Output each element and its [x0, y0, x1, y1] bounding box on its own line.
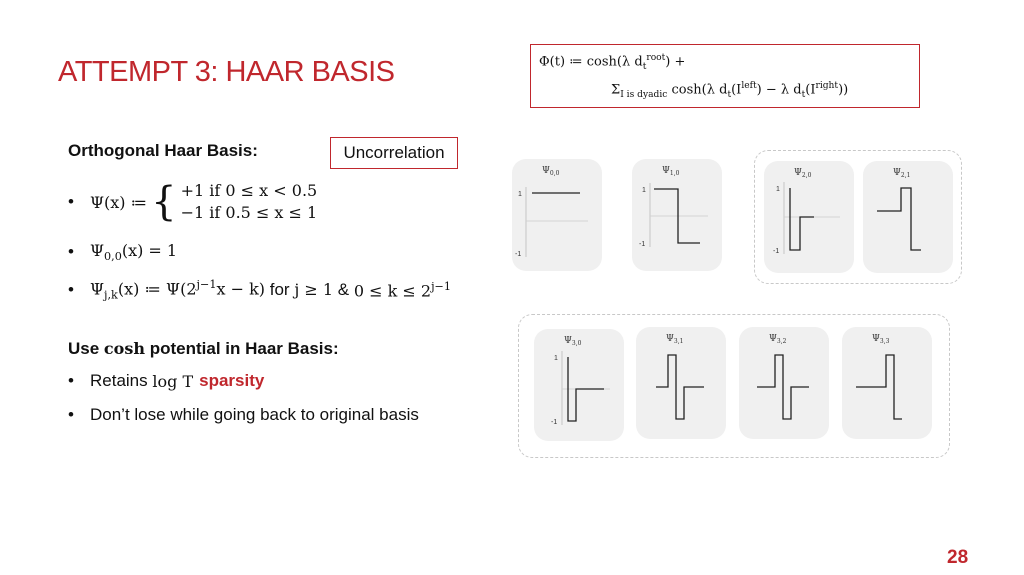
phi-formula-box	[530, 44, 920, 108]
psi00-bullet	[68, 241, 177, 263]
lambda-d: λ d	[621, 54, 643, 70]
sigma-symbol: Σ	[611, 82, 621, 98]
sparsity-highlight: sparsity	[199, 371, 265, 390]
sparsity-bullet	[68, 371, 264, 391]
minus-symbol: −	[765, 82, 777, 98]
haar-plot	[636, 327, 726, 439]
cosh-heading: Use cosh potential in Haar Basis:	[68, 339, 339, 358]
psijk-bullet	[68, 278, 451, 302]
cond-2: $0 \le k \le 2^{j-1}$	[353, 279, 452, 300]
original-basis-text: Don’t lose while going back to original basis	[90, 405, 419, 424]
panel-label: $\Psi_{3,0}$	[564, 336, 582, 347]
original-basis-bullet	[68, 405, 419, 425]
bullet-dot: •	[68, 371, 74, 390]
panel-label: $\Psi_{3,3}$	[872, 334, 890, 345]
logT-math: log T	[152, 371, 194, 391]
and-text: &	[333, 279, 354, 299]
page-number: 28	[947, 547, 969, 568]
for-text: for	[265, 279, 295, 299]
case-2: −1 if 0.5 ≤ x ≤ 1	[180, 203, 318, 222]
phi-formula-line2: $\Sigma_{I is dyadic}$ cosh(λ $d_t(I^{left}) - \lambda$ $d_t(I^{right})$)	[611, 81, 849, 100]
tick-label-one: 1	[518, 191, 522, 198]
bullet-dot: •	[68, 192, 74, 211]
orthogonal-heading: Orthogonal Haar Basis:	[68, 141, 258, 160]
haar-panel-2-0	[764, 161, 854, 273]
haar-plot	[534, 329, 624, 441]
psi-cases	[181, 180, 318, 224]
haar-waveform	[656, 355, 704, 419]
I-symbol-2: I	[810, 82, 816, 98]
haar-panel-3-0	[534, 329, 624, 441]
assign-symbol: ≔	[569, 54, 583, 70]
t-sub: t	[642, 61, 647, 72]
case-1: +1 if 0 ≤ x < 0.5	[180, 181, 318, 200]
bullet-dot: •	[68, 242, 74, 262]
lambda-d-2: λ d	[706, 82, 728, 98]
cases-brace: {	[151, 179, 177, 225]
retains-text: Retains	[90, 371, 153, 390]
right-sup: right	[815, 81, 839, 91]
psi-definition-bullet	[68, 180, 317, 224]
haar-plot	[764, 161, 854, 273]
tick-label-one: 1	[554, 355, 558, 362]
t-sub-2: t	[727, 89, 732, 100]
panel-label: $\Psi_{0,0}$	[542, 166, 560, 177]
left-sup: left	[741, 81, 757, 91]
haar-waveform	[856, 355, 902, 419]
tick-label-neg-one: -1	[639, 241, 646, 248]
haar-waveform	[877, 188, 921, 250]
phi-symbol: Φ(t)	[539, 54, 566, 70]
haar-panel-0-0	[512, 159, 602, 271]
bullet-dot: •	[68, 279, 74, 299]
uncorrelation-tag: Uncorrelation	[330, 137, 458, 169]
haar-plot	[739, 327, 829, 439]
plus-symbol: +	[674, 54, 686, 70]
haar-panel-3-3	[842, 327, 932, 439]
panel-label: $\Psi_{2,1}$	[893, 168, 911, 179]
haar-plot	[863, 161, 953, 273]
cond-1: j ≥ 1	[294, 280, 334, 300]
psijk-expr: $\Psi_{j,k}(x)$ ≔ $\Psi(2^{j-1}x - k)$	[90, 278, 266, 302]
panel-label: $\Psi_{1,0}$	[662, 166, 680, 177]
bullet-dot: •	[68, 405, 74, 424]
psi00-expr: $\Psi_{0,0}(x) = 1$	[90, 241, 178, 264]
panel-label: $\Psi_{3,1}$	[666, 334, 684, 345]
haar-plot	[632, 159, 722, 271]
psi-def-lhs: Ψ(x) ≔	[90, 192, 148, 212]
tick-label-neg-one: -1	[515, 251, 522, 258]
tick-label-neg-one: -1	[551, 419, 558, 426]
tick-label-one: 1	[776, 186, 780, 193]
root-sup: root	[646, 53, 666, 63]
cosh-text: cosh	[586, 54, 617, 70]
cosh-text-2: cosh	[671, 82, 702, 98]
haar-panel-1-0	[632, 159, 722, 271]
tick-label-neg-one: -1	[773, 248, 780, 255]
sum-subscript: I is dyadic	[620, 89, 668, 100]
I-symbol: I	[736, 82, 742, 98]
panel-label: $\Psi_{2,0}$	[794, 168, 812, 179]
phi-formula-line1: Φ(t) ≔ cosh(λ $d_t^{root}$) +	[539, 53, 686, 72]
t-sub-3: t	[801, 89, 806, 100]
panel-label: $\Psi_{3,2}$	[769, 334, 787, 345]
haar-waveform	[757, 355, 809, 419]
haar-waveform	[790, 188, 814, 250]
haar-plot	[512, 159, 602, 271]
haar-panel-2-1	[863, 161, 953, 273]
lambda-d-3: λ d	[780, 82, 802, 98]
slide-title: ATTEMPT 3: HAAR BASIS	[58, 56, 395, 88]
haar-plot	[842, 327, 932, 439]
haar-panel-3-2	[739, 327, 829, 439]
haar-panel-3-1	[636, 327, 726, 439]
tick-label-one: 1	[642, 187, 646, 194]
